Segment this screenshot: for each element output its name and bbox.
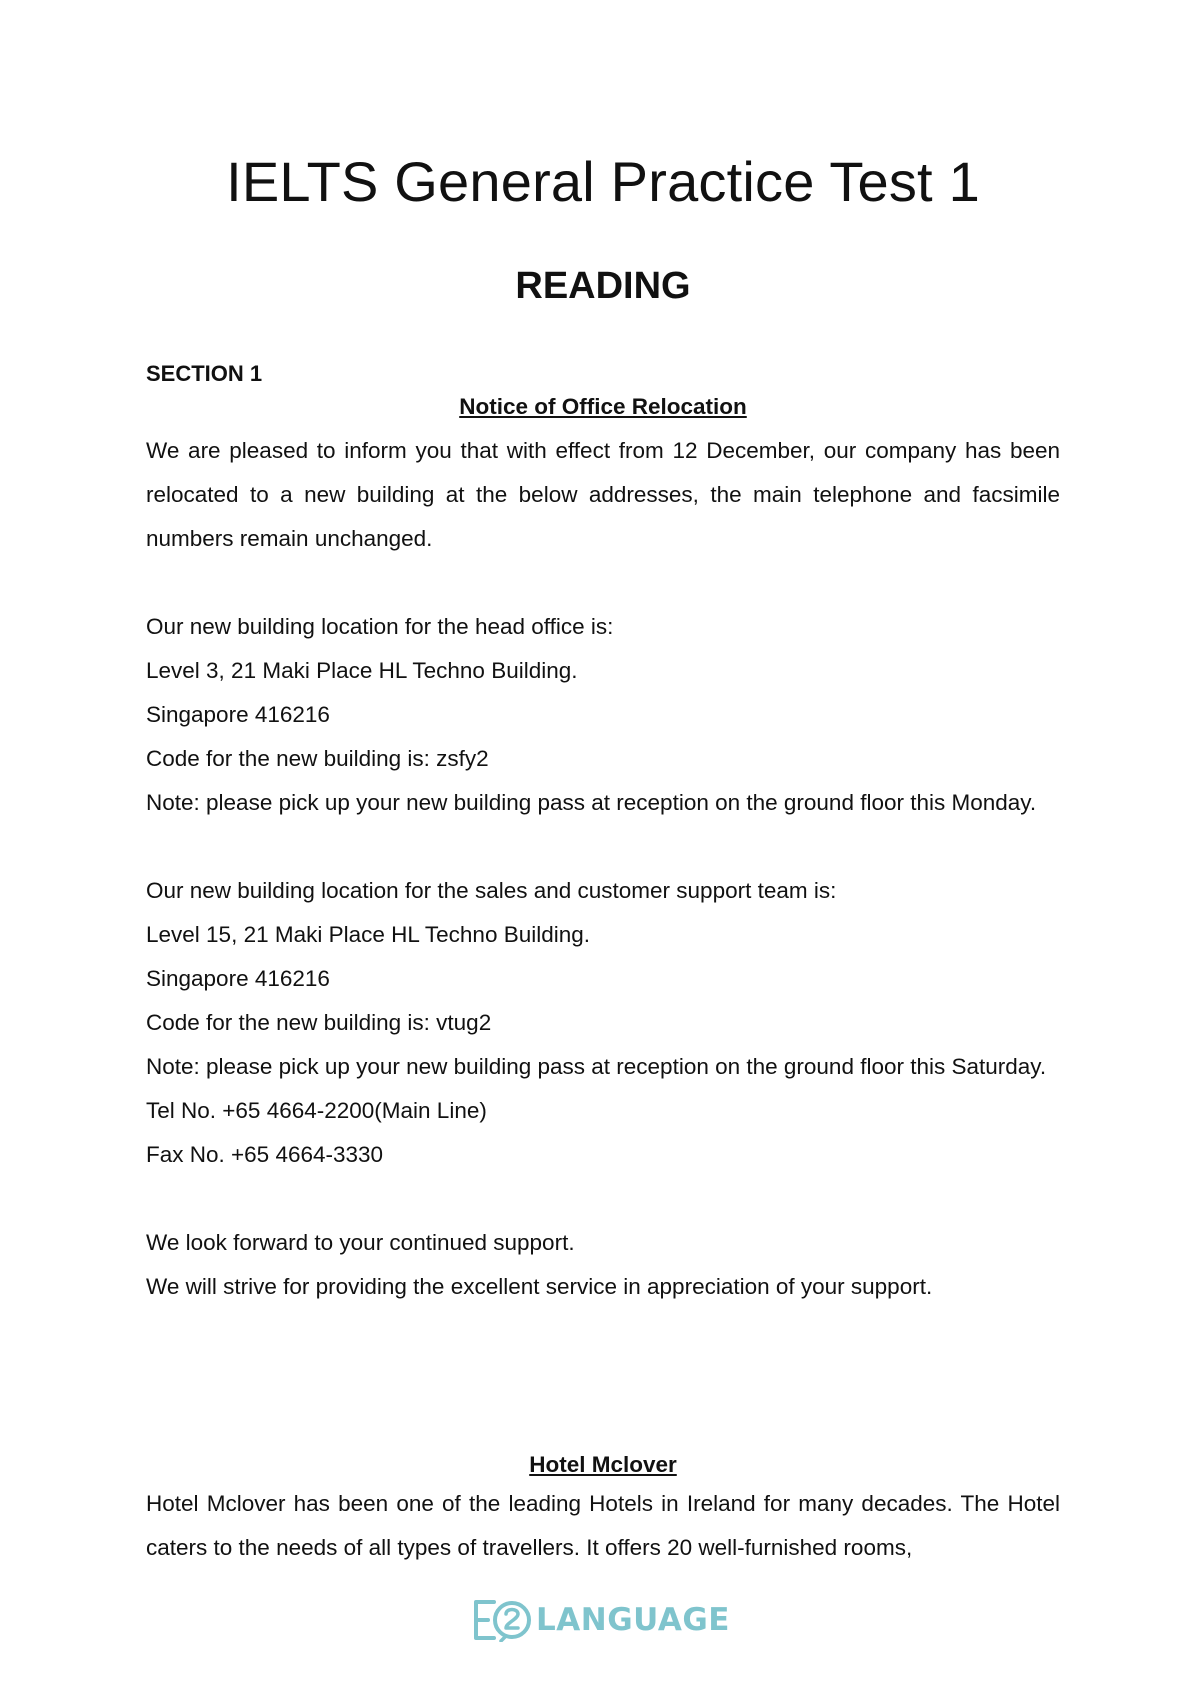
footer-logo (0, 1598, 1200, 1642)
head-office-city: Singapore 416216 (146, 702, 330, 727)
hotel-block (146, 1450, 1060, 1570)
tel-number: Tel No. +65 4664-2200(Main Line) (146, 1098, 487, 1123)
sales-office-label: Our new building location for the sales and customer support team is: (146, 878, 837, 903)
hotel-heading: Hotel Mclover (529, 1452, 677, 1477)
hotel-text: Hotel Mclover has been one of the leading Hotels in Ireland for many decades. The Hotel caters to the needs of all types of travellers. It offers 20 well-furnished rooms, (146, 1491, 1060, 1560)
head-office-code: Code for the new building is: zsfy2 (146, 746, 489, 771)
closing-line-2: We will strive for providing the excellent service in appreciation of your support. (146, 1274, 933, 1299)
fax-number: Fax No. +65 4664-3330 (146, 1142, 384, 1167)
sales-office-note: Note: please pick up your new building pass at reception on the ground floor this Saturday. (146, 1054, 1047, 1079)
notice-intro: We are pleased to inform you that with effect from 12 December, our company has been relocated to a new building at the below addresses, the main telephone and facsimile numbers remain unchanged. (146, 438, 1060, 551)
head-office-label: Our new building location for the head office is: (146, 614, 614, 639)
notice-heading: Notice of Office Relocation (459, 394, 747, 419)
head-office-note: Note: please pick up your new building pass at reception on the ground floor this Monday. (146, 790, 1037, 815)
sales-office-address: Level 15, 21 Maki Place HL Techno Building. (146, 922, 591, 947)
spacer (146, 1177, 1060, 1221)
sales-office-city: Singapore 416216 (146, 966, 330, 991)
sales-office-code: Code for the new building is: vtug2 (146, 1010, 492, 1035)
head-office-address: Level 3, 21 Maki Place HL Techno Building. (146, 658, 578, 683)
page-subtitle: READING (515, 265, 691, 307)
page-title: IELTS General Practice Test 1 (226, 150, 980, 213)
e2-logo-icon (470, 1598, 534, 1642)
section-label: SECTION 1 (146, 361, 263, 386)
spacer (146, 825, 1060, 869)
spacer (146, 561, 1060, 605)
logo-wordmark: LANGUAGE (536, 1602, 730, 1638)
notice-block (146, 385, 1060, 1309)
closing-line-1: We look forward to your continued support. (146, 1230, 575, 1255)
